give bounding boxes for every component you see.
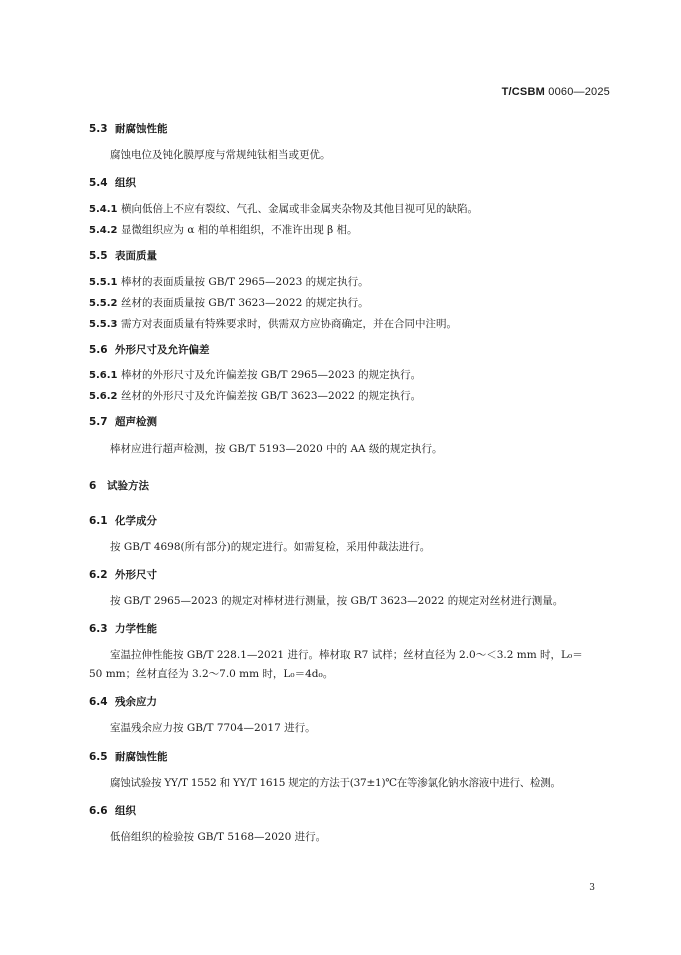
list-item: 5.4.2 显微组织应为 α 相的单相组织，不准许出现 β 相。 xyxy=(89,224,358,236)
section-heading: 5.7 超声检测 xyxy=(89,416,157,428)
paragraph-line: 50 mm；丝材直径为 3.2～7.0 mm 时，L₀＝4d₀。 xyxy=(89,668,334,680)
section-heading: 5.4 组织 xyxy=(89,177,136,189)
section-5-5 xyxy=(89,248,621,264)
paragraph: 棒材应进行超声检测，按 GB/T 5193—2020 中的 AA 级的规定执行。 xyxy=(110,443,443,455)
section-5-7-body xyxy=(89,441,621,457)
section-5-7 xyxy=(89,414,621,430)
section-6-6-body xyxy=(89,829,621,845)
list-item: 5.5.3 需方对表面质量有特殊要求时，供需双方应协商确定，并在合同中注明。 xyxy=(89,318,457,330)
section-6-1 xyxy=(89,513,621,529)
section-heading: 6.2 外形尺寸 xyxy=(89,569,157,581)
section-6-4 xyxy=(89,694,621,710)
section-5-6 xyxy=(89,342,621,358)
section-6-2 xyxy=(89,567,621,583)
standard-number: 0060—2025 xyxy=(548,86,610,98)
chapter-6 xyxy=(89,478,621,494)
paragraph-line: 室温拉伸性能按 GB/T 228.1—2021 进行。棒材取 R7 试样；丝材直径为 2.0～＜3.2 mm 时，L₀＝ xyxy=(110,649,583,661)
section-5-3-body xyxy=(89,147,621,163)
section-heading: 6.5 耐腐蚀性能 xyxy=(89,751,168,763)
section-6-4-body xyxy=(89,720,621,736)
section-6-6 xyxy=(89,803,621,819)
section-5-3 xyxy=(89,121,621,137)
section-heading: 6.6 组织 xyxy=(89,805,136,817)
paragraph: 按 GB/T 2965—2023 的规定对棒材进行测量，按 GB/T 3623—2022 的规定对丝材进行测量。 xyxy=(110,595,564,607)
paragraph: 腐蚀试验按 YY/T 1552 和 YY/T 1615 规定的方法于(37±1)℃在等渗氯化钠水溶液中进行、检测。 xyxy=(110,777,561,789)
section-5-6-items xyxy=(89,367,621,405)
list-item: 5.4.1 横向低倍上不应有裂纹、气孔、金属或非金属夹杂物及其他目视可见的缺陷。 xyxy=(89,203,478,215)
section-6-3-body xyxy=(89,647,621,682)
section-heading: 5.3 耐腐蚀性能 xyxy=(89,123,168,135)
section-6-1-body xyxy=(89,539,621,555)
section-heading: 6.1 化学成分 xyxy=(89,515,157,527)
section-6-3 xyxy=(89,621,621,637)
section-6-5-body xyxy=(89,775,621,791)
chapter-heading: 6 试验方法 xyxy=(89,480,149,492)
section-6-5 xyxy=(89,749,621,765)
list-item: 5.5.2 丝材的表面质量按 GB/T 3623—2022 的规定执行。 xyxy=(89,297,369,309)
paragraph: 腐蚀电位及钝化膜厚度与常规纯钛相当或更优。 xyxy=(110,149,331,161)
section-5-4 xyxy=(89,175,621,191)
paragraph: 室温残余应力按 GB/T 7704—2017 进行。 xyxy=(110,722,316,734)
section-heading: 6.3 力学性能 xyxy=(89,623,157,635)
standard-prefix: T/CSBM xyxy=(501,86,545,98)
page-number: 3 xyxy=(589,883,595,893)
section-5-4-items xyxy=(89,201,621,239)
paragraph: 低倍组织的检验按 GB/T 5168—2020 进行。 xyxy=(110,831,327,843)
section-heading: 6.4 残余应力 xyxy=(89,696,157,708)
standard-code-header xyxy=(502,86,610,98)
list-item: 5.5.1 棒材的表面质量按 GB/T 2965—2023 的规定执行。 xyxy=(89,276,369,288)
section-heading: 5.6 外形尺寸及允许偏差 xyxy=(89,344,210,356)
section-6-2-body xyxy=(89,593,621,609)
section-heading: 5.5 表面质量 xyxy=(89,250,157,262)
list-item: 5.6.1 棒材的外形尺寸及允许偏差按 GB/T 2965—2023 的规定执行。 xyxy=(89,369,422,381)
paragraph: 按 GB/T 4698(所有部分)的规定进行。如需复检，采用仲裁法进行。 xyxy=(110,541,431,553)
section-5-5-items xyxy=(89,274,621,333)
list-item: 5.6.2 丝材的外形尺寸及允许偏差按 GB/T 3623—2022 的规定执行。 xyxy=(89,390,422,402)
